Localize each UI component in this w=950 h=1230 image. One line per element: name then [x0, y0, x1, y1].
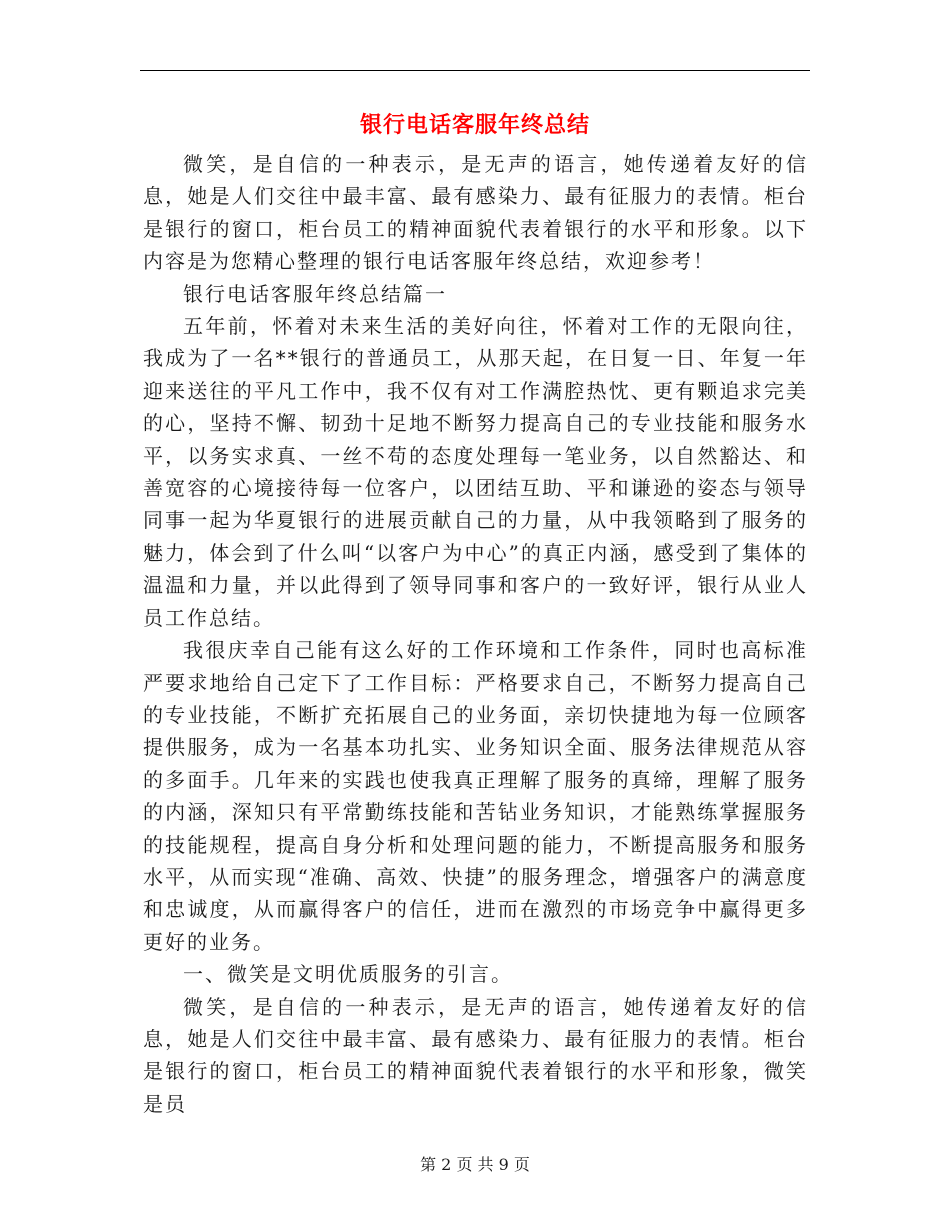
page-number-footer: 第 2 页 共 9 页 — [420, 1155, 530, 1174]
intro-paragraph: 微笑，是自信的一种表示，是无声的语言，她传递着友好的信息，她是人们交往中最丰富、最有感染力、最有征服力的表情。柜台是银行的窗口，柜台员工的精神面貌代表着银行的水平和形象。以下内容是为您精心整理的银行电话客服年终总结，欢迎参考！ — [143, 152, 808, 274]
document-body — [143, 148, 808, 1120]
body-paragraph: 我很庆幸自己能有这么好的工作环境和工作条件，同时也高标准严要求地给自己定下了工作目标：严格要求自己，不断努力提高自己的专业技能，不断扩充拓展自己的业务面，亲切快捷地为每一位顾客提供服务，成为一名基本功扎实、业务知识全面、服务法律规范从容的多面手。几年来的实践也使我真正理解了服务的真缔，理解了服务的内涵，深知只有平常勤练技能和苦钻业务知识，才能熟练掌握服务的技能规程，提高自身分析和处理问题的能力，不断提高服务和服务水平，从而实现“准确、高效、快捷”的服务理念，增强客户的满意度和忠诚度，从而赢得客户的信任，进而在激烈的市场竞争中赢得更多更好的业务。 — [143, 638, 808, 954]
document-title: 银行电话客服年终总结 — [359, 112, 590, 138]
body-paragraph: 微笑，是自信的一种表示，是无声的语言，她传递着友好的信息，她是人们交往中最丰富、最有感染力、最有征服力的表情。柜台是银行的窗口，柜台员工的精神面貌代表着银行的水平和形象，微笑是员 — [143, 994, 808, 1116]
section-heading: 银行电话客服年终总结篇一 — [183, 281, 447, 306]
subsection-heading: 一、微笑是文明优质服务的引言。 — [183, 962, 513, 987]
header-rule — [140, 70, 810, 71]
body-paragraph: 五年前，怀着对未来生活的美好向往，怀着对工作的无限向往，我成为了一名**银行的普通员工，从那天起，在日复一日、年复一年迎来送往的平凡工作中，我不仅有对工作满腔热忱、更有颗追求完美的心，坚持不懈、韧劲十足地不断努力提高自己的专业技能和服务水平，以务实求真、一丝不苟的态度处理每一笔业务，以自然豁达、和善宽容的心境接待每一位客户，以团结互助、平和谦逊的姿态与领导同事一起为华夏银行的进展贡献自己的力量，从中我领略到了服务的魅力，体会到了什么叫“以客户为中心”的真正内涵，感受到了集体的温温和力量，并以此得到了领导同事和客户的一致好评，银行从业人员工作总结。 — [143, 314, 808, 630]
